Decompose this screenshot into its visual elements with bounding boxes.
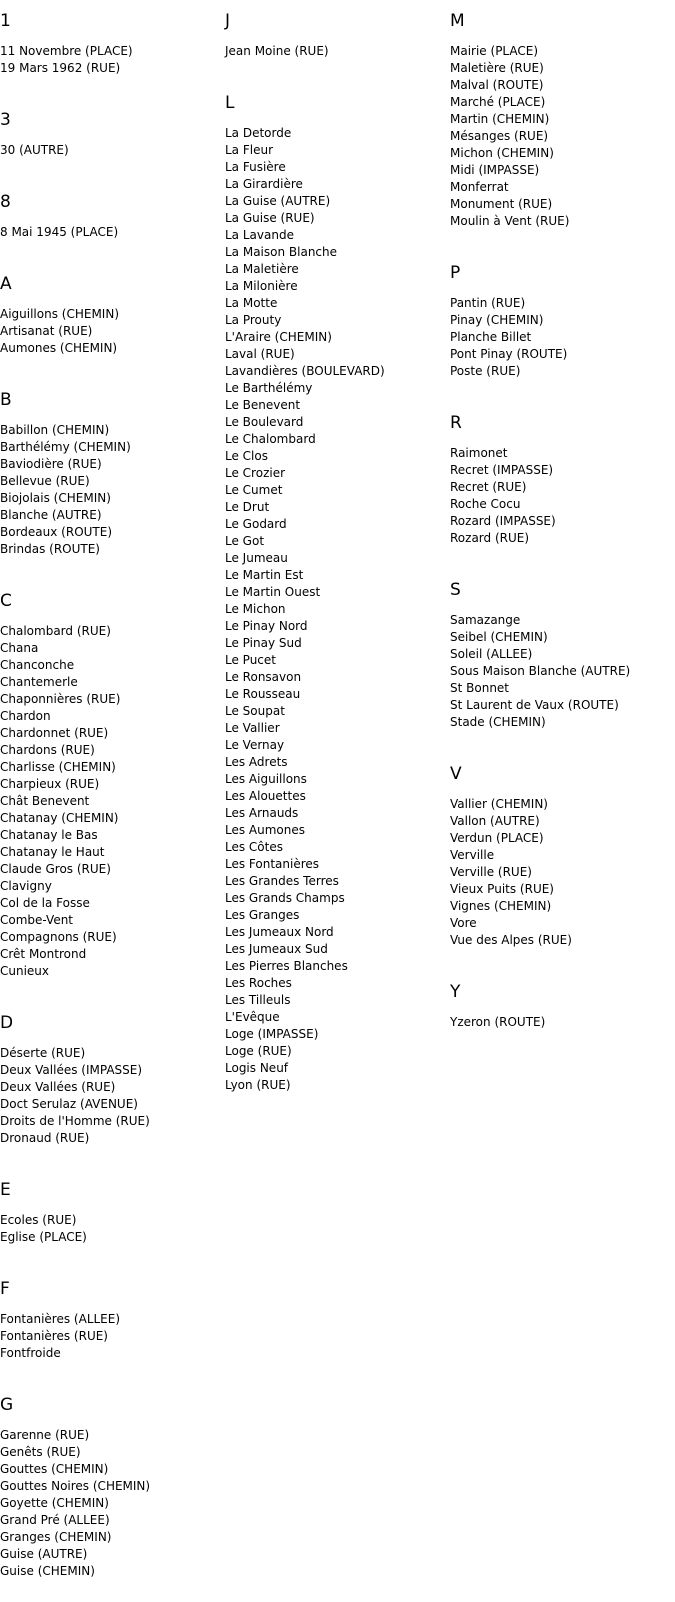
letter-section [450,971,675,1053]
street-name-link[interactable]: Le Vernay [225,738,285,752]
letter-section [450,252,675,402]
street-list [0,1299,225,1384]
street-name-link[interactable]: Bordeaux (ROUTE) [0,525,113,539]
street-name-link[interactable]: Les Alouettes [225,789,306,803]
letter-heading: Y [450,982,461,1002]
street-name-link[interactable]: Rozard (RUE) [450,531,530,545]
street-name-link[interactable]: Yzeron (ROUTE) [450,1015,546,1029]
street-name-link[interactable]: Monument (RUE) [450,197,553,211]
street-list [0,130,225,181]
street-name-link[interactable]: Fontanières (RUE) [0,1329,108,1343]
street-name-link[interactable]: Stade (CHEMIN) [450,715,546,729]
street-name-link[interactable]: Pinay (CHEMIN) [450,313,544,327]
street-name-link[interactable]: Le Jumeau [225,551,288,565]
street-name-link[interactable]: Vignes (CHEMIN) [450,899,552,913]
street-name-link[interactable]: Jean Moine (RUE) [225,44,329,58]
street-name-link[interactable]: Le Ronsavon [225,670,302,684]
street-name-link[interactable]: La Fleur [225,143,274,157]
street-name-link[interactable]: Chaponnières (RUE) [0,692,121,706]
street-name-link[interactable]: Recret (RUE) [450,480,527,494]
street-name-link[interactable]: Les Fontanières [225,857,320,871]
letter-heading: E [0,1180,11,1200]
street-name-link[interactable]: Raimonet [450,446,508,460]
street-name-link[interactable]: Le Martin Ouest [225,585,321,599]
street-name-link[interactable]: 11 Novembre (PLACE) [0,44,133,58]
street-name-link[interactable]: Le Chalombard [225,432,316,446]
street-name-link[interactable]: St Bonnet [450,681,510,695]
street-name-link[interactable]: Chatanay (CHEMIN) [0,811,119,825]
street-name-link[interactable]: Déserte (RUE) [0,1046,86,1060]
street-name-link[interactable]: Chatanay le Bas [0,828,98,842]
street-name-link[interactable]: La Lavande [225,228,294,242]
street-name-link[interactable]: Chardonnet (RUE) [0,726,109,740]
street-name-link[interactable]: La Detorde [225,126,292,140]
letter-heading: 8 [0,192,11,212]
street-name-link[interactable]: Logis Neuf [225,1061,289,1075]
street-name-link[interactable]: Le Got [225,534,265,548]
letter-section [0,1268,225,1384]
street-name-link[interactable]: Samazange [450,613,521,627]
street-name-link[interactable]: Gouttes (CHEMIN) [0,1462,109,1476]
street-name-link[interactable]: Ecoles (RUE) [0,1213,77,1227]
letter-section [0,181,225,263]
street-list [0,410,225,580]
street-name-link[interactable]: Loge (RUE) [225,1044,292,1058]
street-list [0,294,225,379]
street-list [0,1200,225,1268]
street-name-link[interactable]: Chât Benevent [0,794,90,808]
street-name-link[interactable]: Crêt Montrond [0,947,87,961]
street-name-link[interactable]: Moulin à Vent (RUE) [450,214,570,228]
letter-heading: 3 [0,110,11,130]
street-name-link[interactable]: Verville [450,848,495,862]
street-name-link[interactable]: La Motte [225,296,278,310]
street-name-link[interactable]: Eglise (PLACE) [0,1230,87,1244]
street-name-link[interactable]: Chanconche [0,658,75,672]
street-name-link[interactable]: Le Clos [225,449,268,463]
street-name-link[interactable]: Michon (CHEMIN) [450,146,554,160]
street-name-link[interactable]: Gouttes Noires (CHEMIN) [0,1479,151,1493]
street-name-link[interactable]: Le Drut [225,500,270,514]
street-name-link[interactable]: Genêts (RUE) [0,1445,81,1459]
street-name-link[interactable]: Martin (CHEMIN) [450,112,550,126]
letter-heading: C [0,591,12,611]
street-name-link[interactable]: L'Evêque [225,1010,280,1024]
street-name-link[interactable]: Goyette (CHEMIN) [0,1496,109,1510]
street-name-link[interactable]: Chardon [0,709,51,723]
letter-heading: J [225,11,231,31]
street-name-link[interactable]: Le Cumet [225,483,283,497]
street-name-link[interactable]: Les Aiguillons [225,772,307,786]
letter-section [225,0,450,82]
street-name-link[interactable]: Barthélémy (CHEMIN) [0,440,131,454]
street-list [450,784,675,971]
street-name-link[interactable]: Chana [0,641,39,655]
letter-heading: V [450,764,462,784]
index-column-3 [450,0,675,1053]
street-name-link[interactable]: L'Araire (CHEMIN) [225,330,332,344]
street-name-link[interactable]: 30 (AUTRE) [0,143,69,157]
street-name-link[interactable]: La Fusière [225,160,286,174]
street-name-link[interactable]: Vue des Alpes (RUE) [450,933,572,947]
letter-heading: 1 [0,11,11,31]
street-name-link[interactable]: Loge (IMPASSE) [225,1027,319,1041]
street-name-link[interactable]: Verdun (PLACE) [450,831,544,845]
street-name-link[interactable]: Combe-Vent [0,913,74,927]
street-name-link[interactable]: Pantin (RUE) [450,296,526,310]
street-name-link[interactable]: Dronaud (RUE) [0,1131,90,1145]
street-list [0,1033,225,1169]
street-name-link[interactable]: Les Granges [225,908,300,922]
street-name-link[interactable]: Le Crozier [225,466,286,480]
street-name-link[interactable]: Chantemerle [0,675,78,689]
letter-section [450,569,675,753]
street-name-link[interactable]: Les Grandes Terres [225,874,339,888]
street-name-link[interactable]: Le Boulevard [225,415,304,429]
street-name-link[interactable]: Clavigny [0,879,52,893]
street-list [450,1002,675,1053]
street-list [225,113,450,1116]
street-name-link[interactable]: La Guise (AUTRE) [225,194,331,208]
street-name-link[interactable]: Fontanières (ALLEE) [0,1312,121,1326]
street-name-link[interactable]: Rozard (IMPASSE) [450,514,556,528]
street-name-link[interactable]: Marché (PLACE) [450,95,546,109]
letter-section [0,263,225,379]
street-name-link[interactable]: Col de la Fosse [0,896,90,910]
street-name-link[interactable]: Chalombard (RUE) [0,624,111,638]
street-name-link[interactable]: Le Rousseau [225,687,301,701]
street-list [0,31,225,99]
letter-heading: A [0,274,12,294]
street-name-link[interactable]: La Maletière [225,262,299,276]
letter-heading: S [450,580,461,600]
street-name-link[interactable]: La Girardière [225,177,303,191]
street-name-link[interactable]: Le Martin Est [225,568,304,582]
street-name-link[interactable]: Charlisse (CHEMIN) [0,760,116,774]
street-name-link[interactable]: Le Soupat [225,704,285,718]
letter-heading: L [225,93,235,113]
street-name-link[interactable]: St Laurent de Vaux (ROUTE) [450,698,619,712]
street-name-link[interactable]: La Prouty [225,313,282,327]
street-name-link[interactable]: Brindas (ROUTE) [0,542,100,556]
street-name-link[interactable]: Le Benevent [225,398,301,412]
letter-section [0,1169,225,1268]
street-name-link[interactable]: Biojolais (CHEMIN) [0,491,111,505]
street-name-link[interactable]: Chatanay le Haut [0,845,105,859]
street-name-link[interactable]: Chardons (RUE) [0,743,95,757]
street-name-link[interactable]: Cunieux [0,964,50,978]
street-name-link[interactable]: Vallier (CHEMIN) [450,797,548,811]
street-name-link[interactable]: Le Pucet [225,653,276,667]
street-name-link[interactable]: Blanche (AUTRE) [0,508,102,522]
street-name-link[interactable]: Les Adrets [225,755,288,769]
street-name-link[interactable]: Lyon (RUE) [225,1078,291,1092]
street-name-link[interactable]: Le Godard [225,517,287,531]
street-name-link[interactable]: Compagnons (RUE) [0,930,117,944]
street-name-link[interactable]: Grand Pré (ALLEE) [0,1513,110,1527]
street-list [225,31,450,82]
street-name-link[interactable]: Les Jumeaux Nord [225,925,334,939]
street-name-link[interactable]: Garenne (RUE) [0,1428,90,1442]
letter-section [0,580,225,1002]
letter-heading: F [0,1279,10,1299]
street-name-link[interactable]: Maletière (RUE) [450,61,544,75]
street-name-link[interactable]: Le Barthélémy [225,381,313,395]
letter-heading: R [450,413,462,433]
letter-section [0,1002,225,1169]
letter-section [0,1384,225,1602]
letter-heading: D [0,1013,14,1033]
street-name-link[interactable]: Deux Vallées (IMPASSE) [0,1063,143,1077]
street-name-link[interactable]: Mairie (PLACE) [450,44,539,58]
street-name-link[interactable]: 19 Mars 1962 (RUE) [0,61,121,75]
street-name-link[interactable]: Les Pierres Blanches [225,959,348,973]
street-name-link[interactable]: Le Pinay Sud [225,636,302,650]
street-name-link[interactable]: Deux Vallées (RUE) [0,1080,116,1094]
street-list [0,212,225,263]
letter-section [0,99,225,181]
street-list [450,31,675,252]
letter-section [0,379,225,580]
street-name-link[interactable]: Les Roches [225,976,292,990]
street-name-link[interactable]: Les Tilleuls [225,993,291,1007]
letter-heading: M [450,11,465,31]
street-list [450,283,675,402]
letter-heading: B [0,390,12,410]
letter-heading: G [0,1395,14,1415]
street-name-link[interactable]: Aumones (CHEMIN) [0,341,118,355]
street-name-link[interactable]: Bellevue (RUE) [0,474,90,488]
street-name-link[interactable]: Claude Gros (RUE) [0,862,111,876]
letter-section [450,0,675,252]
street-name-link[interactable]: Pont Pinay (ROUTE) [450,347,568,361]
street-name-link[interactable]: Les Grands Champs [225,891,345,905]
street-name-link[interactable]: Droits de l'Homme (RUE) [0,1114,150,1128]
street-name-link[interactable]: Le Michon [225,602,286,616]
street-name-link[interactable]: Laval (RUE) [225,347,295,361]
street-name-link[interactable]: Fontfroide [0,1346,61,1360]
street-name-link[interactable]: Midi (IMPASSE) [450,163,540,177]
street-name-link[interactable]: Seibel (CHEMIN) [450,630,548,644]
street-name-link[interactable]: Recret (IMPASSE) [450,463,554,477]
street-name-link[interactable]: Les Aumones [225,823,306,837]
letter-section [450,753,675,971]
street-name-link[interactable]: Monferrat [450,180,509,194]
letter-section [450,402,675,569]
street-name-link[interactable]: Le Pinay Nord [225,619,308,633]
street-name-link[interactable]: La Guise (RUE) [225,211,315,225]
letter-heading: P [450,263,461,283]
street-name-link[interactable]: Vieux Puits (RUE) [450,882,554,896]
street-name-link[interactable]: Poste (RUE) [450,364,521,378]
street-name-link[interactable]: Soleil (ALLEE) [450,647,533,661]
street-name-link[interactable]: Mésanges (RUE) [450,129,549,143]
street-name-link[interactable]: La Milonière [225,279,298,293]
street-name-link[interactable]: Malval (ROUTE) [450,78,544,92]
street-list [0,1415,225,1602]
street-name-link[interactable]: Les Côtes [225,840,283,854]
street-name-link[interactable]: Planche Billet [450,330,532,344]
street-name-link[interactable]: 8 Mai 1945 (PLACE) [0,225,119,239]
street-name-link[interactable]: Lavandières (BOULEVARD) [225,364,385,378]
street-name-link[interactable]: Vallon (AUTRE) [450,814,540,828]
index-column-2 [225,0,450,1116]
street-name-link[interactable]: La Maison Blanche [225,245,338,259]
street-name-link[interactable]: Doct Serulaz (AVENUE) [0,1097,138,1111]
street-name-link[interactable]: Roche Cocu [450,497,521,511]
street-list [450,433,675,569]
letter-section [0,0,225,99]
street-name-link[interactable]: Vore [450,916,477,930]
street-list [0,611,225,1002]
street-name-link[interactable]: Baviodière (RUE) [0,457,102,471]
index-column-1 [0,0,225,1602]
street-name-link[interactable]: Les Jumeaux Sud [225,942,328,956]
street-name-link[interactable]: Sous Maison Blanche (AUTRE) [450,664,631,678]
street-name-link[interactable]: Charpieux (RUE) [0,777,100,791]
street-name-link[interactable]: Granges (CHEMIN) [0,1530,112,1544]
street-name-link[interactable]: Le Vallier [225,721,280,735]
letter-section [225,82,450,1116]
street-name-link[interactable]: Verville (RUE) [450,865,532,879]
street-name-link[interactable]: Guise (CHEMIN) [0,1564,95,1578]
street-name-link[interactable]: Babillon (CHEMIN) [0,423,110,437]
street-name-link[interactable]: Les Arnauds [225,806,299,820]
street-name-link[interactable]: Aiguillons (CHEMIN) [0,307,119,321]
street-name-link[interactable]: Artisanat (RUE) [0,324,93,338]
street-list [450,600,675,753]
street-name-link[interactable]: Guise (AUTRE) [0,1547,88,1561]
